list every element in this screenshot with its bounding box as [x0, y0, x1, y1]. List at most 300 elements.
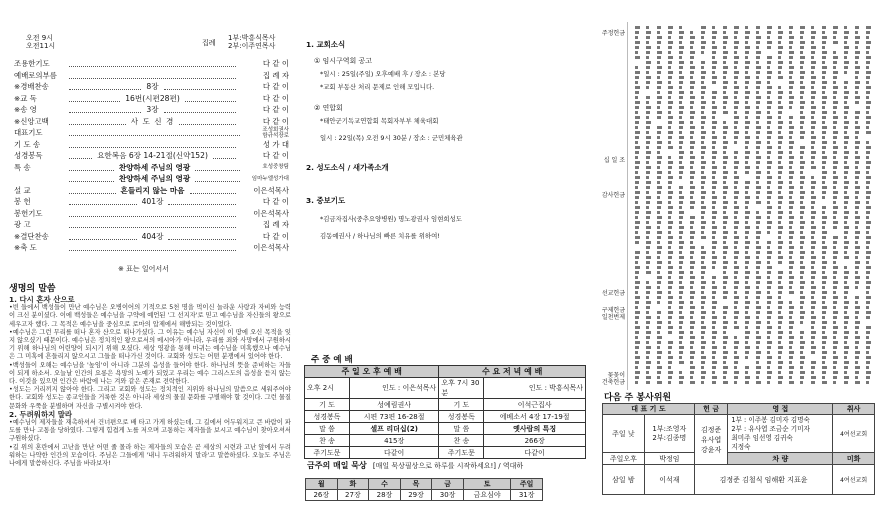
offering-name-glyph — [690, 261, 695, 264]
offering-name-glyph — [844, 31, 849, 34]
offering-name-glyph — [745, 371, 748, 374]
offering-name-glyph — [635, 366, 638, 369]
offering-name-glyph — [712, 61, 717, 64]
offering-name-glyph — [701, 146, 706, 149]
offering-name-glyph — [833, 51, 836, 54]
offering-name-glyph — [767, 146, 772, 149]
offering-name-glyph — [690, 301, 693, 304]
offering-name-glyph — [778, 341, 781, 344]
order-row — [14, 58, 289, 70]
offering-name-glyph — [789, 186, 794, 189]
offering-name-glyph — [712, 351, 716, 354]
offering-name-glyph — [756, 126, 761, 129]
offering-name-glyph — [844, 151, 849, 154]
order-row — [14, 93, 289, 105]
offering-name-glyph — [679, 96, 683, 99]
offering-name-glyph — [855, 96, 860, 99]
offering-name-glyph — [833, 331, 837, 334]
offering-name-glyph — [690, 176, 694, 179]
offering-name-glyph — [789, 266, 793, 269]
offering-name-glyph — [679, 166, 684, 169]
offering-name-glyph — [723, 121, 726, 124]
offering-name-glyph — [668, 61, 672, 64]
leader-dots — [69, 210, 236, 217]
offering-name-glyph — [778, 346, 783, 349]
order-leader: 다 같 이 — [262, 151, 290, 160]
offering-name-glyph — [822, 226, 825, 229]
nw-misc-head: 미화 — [833, 453, 875, 465]
offering-name-glyph — [635, 351, 638, 354]
offering-name-glyph — [866, 106, 870, 109]
offering-name-glyph — [679, 316, 684, 319]
offering-name-glyph — [800, 246, 803, 249]
offering-panel — [597, 22, 877, 392]
offering-name-glyph — [844, 51, 848, 54]
offering-name-glyph — [679, 146, 682, 149]
offering-name-glyph — [668, 41, 673, 44]
offering-name-glyph — [844, 256, 849, 259]
order-label: 봉 헌 — [14, 197, 31, 206]
offering-name-glyph — [690, 186, 695, 189]
offering-name-glyph — [789, 141, 794, 144]
offering-name-glyph — [723, 206, 727, 209]
offering-name-glyph — [844, 36, 848, 39]
weekday-cell: 성예림권사 — [350, 399, 439, 411]
offering-name-glyph — [855, 86, 859, 89]
offering-name-glyph — [646, 376, 651, 379]
offering-name-glyph — [811, 331, 816, 334]
offering-name-glyph — [767, 206, 772, 209]
offering-name-glyph — [745, 161, 748, 164]
offering-name-glyph — [789, 326, 793, 329]
offering-name-glyph — [778, 236, 781, 239]
offering-name-glyph — [745, 26, 748, 29]
offering-name-glyph — [844, 376, 849, 379]
offering-name-glyph — [668, 51, 671, 54]
offering-name-glyph — [745, 281, 748, 284]
offering-name-glyph — [844, 271, 849, 274]
offering-name-glyph — [734, 36, 737, 39]
offering-name-glyph — [822, 96, 827, 99]
offering-name-glyph — [701, 76, 705, 79]
offering-name-glyph — [657, 366, 662, 369]
offering-name-glyph — [767, 196, 771, 199]
offering-name-glyph — [767, 381, 770, 384]
offering-name-glyph — [756, 111, 761, 114]
order-leader: 다 같 이 — [262, 197, 289, 206]
offering-name-glyph — [679, 336, 683, 339]
offering-name-glyph — [844, 146, 847, 149]
leader-dots — [69, 152, 92, 159]
offering-name-glyph — [723, 236, 727, 239]
offering-name-glyph — [690, 156, 695, 159]
offering-name-glyph — [767, 256, 771, 259]
offering-name-glyph — [811, 26, 814, 29]
offering-name-glyph — [855, 126, 860, 129]
offering-name-glyph — [723, 336, 728, 339]
offering-name-glyph — [668, 246, 671, 249]
offering-name-glyph — [679, 36, 683, 39]
offering-name-glyph — [756, 306, 761, 309]
offering-name-glyph — [811, 306, 815, 309]
offering-name-glyph — [833, 316, 837, 319]
leader-dots — [69, 175, 114, 182]
offering-name-glyph — [690, 381, 695, 384]
offering-name-glyph — [822, 81, 827, 84]
offering-name-glyph — [778, 66, 782, 69]
offering-name-glyph — [822, 251, 826, 254]
leader-dots — [69, 244, 236, 251]
offering-name-glyph — [734, 366, 737, 369]
offering-name-glyph — [679, 126, 683, 129]
offering-name-glyph — [635, 76, 639, 79]
offering-name-glyph — [635, 171, 638, 174]
offering-name-glyph — [745, 241, 750, 244]
offering-name-glyph — [734, 41, 739, 44]
offering-name-glyph — [833, 161, 838, 164]
offering-name-glyph — [767, 151, 771, 154]
offering-name-glyph — [800, 216, 803, 219]
offering-name-glyph — [866, 331, 870, 334]
offering-name-glyph — [745, 36, 749, 39]
offering-name-glyph — [635, 376, 639, 379]
offering-name-glyph — [811, 376, 816, 379]
offering-name-glyph — [701, 346, 705, 349]
offering-name-glyph — [756, 131, 760, 134]
next-week-table — [602, 403, 875, 495]
leader-dots — [69, 164, 114, 171]
offering-name-glyph — [866, 116, 871, 119]
offering-name-glyph — [745, 321, 749, 324]
weekday-left-time: 오후 2시 — [305, 378, 350, 399]
offering-name-glyph — [789, 191, 793, 194]
offering-name-glyph — [844, 86, 847, 89]
offering-name-glyph — [800, 316, 804, 319]
offering-name-glyph — [723, 191, 727, 194]
offering-name-glyph — [855, 301, 858, 304]
offering-name-glyph — [855, 251, 859, 254]
offering-name-glyph — [712, 306, 716, 309]
offering-name-glyph — [767, 246, 770, 249]
order-row — [14, 116, 289, 128]
offering-name-glyph — [635, 116, 640, 119]
offering-name-glyph — [811, 181, 816, 184]
offering-name-glyph — [657, 86, 661, 89]
offering-name-glyph — [822, 191, 826, 194]
offering-name-glyph — [822, 351, 827, 354]
offering-name-glyph — [855, 306, 860, 309]
offering-name-glyph — [646, 151, 651, 154]
offering-name-glyph — [833, 31, 837, 34]
offering-name-glyph — [855, 176, 859, 179]
offering-name-glyph — [811, 361, 816, 364]
offering-name-glyph — [646, 31, 651, 34]
day-header: 수 — [369, 479, 401, 490]
offering-name-glyph — [679, 241, 684, 244]
leader-dots — [69, 60, 236, 67]
offering-name-glyph — [679, 106, 684, 109]
offering-name-glyph — [767, 341, 772, 344]
offering-name-glyph — [690, 311, 694, 314]
weekday-cell: 성경봉독 — [305, 411, 350, 423]
offering-name-glyph — [690, 51, 695, 54]
offering-name-glyph — [679, 31, 684, 34]
day-reading: 28장 — [369, 490, 401, 501]
offering-name-glyph — [767, 376, 771, 379]
offering-name-glyph — [833, 36, 836, 39]
offering-name-glyph — [789, 276, 794, 279]
weekday-cell: 266장 — [484, 435, 586, 447]
offering-name-glyph — [646, 211, 651, 214]
offering-name-glyph — [844, 141, 848, 144]
offering-name-glyph — [866, 76, 870, 79]
offering-name-glyph — [778, 161, 781, 164]
offering-name-glyph — [855, 326, 859, 329]
offering-name-glyph — [789, 171, 794, 174]
offering-name-glyph — [811, 316, 816, 319]
offering-name-glyph — [745, 276, 749, 279]
offering-name-glyph — [822, 361, 825, 364]
weekday-table — [304, 365, 586, 459]
offering-name-glyph — [734, 261, 737, 264]
offering-name-glyph — [701, 36, 704, 39]
order-leader: 집 례 자 — [262, 220, 289, 229]
offering-name-glyph — [789, 336, 794, 339]
offering-name-glyph — [734, 241, 738, 244]
offering-name-glyph — [646, 86, 649, 89]
offering-name-glyph — [635, 166, 639, 169]
offering-name-glyph — [723, 126, 728, 129]
offering-name-glyph — [811, 246, 815, 249]
offering-name-glyph — [657, 196, 660, 199]
offering-name-glyph — [712, 76, 717, 79]
offering-name-glyph — [635, 131, 640, 134]
offering-name-glyph — [833, 366, 836, 369]
offering-name-glyph — [668, 326, 673, 329]
offering-name-glyph — [690, 331, 693, 334]
offering-name-glyph — [635, 201, 638, 204]
offering-name-glyph — [811, 191, 814, 194]
offering-name-glyph — [668, 306, 671, 309]
leader-dots — [69, 72, 236, 79]
offering-name-glyph — [844, 286, 849, 289]
offering-name-glyph — [844, 61, 849, 64]
offering-name-glyph — [668, 201, 671, 204]
offering-name-glyph — [822, 31, 825, 34]
offering-name-glyph — [767, 136, 771, 139]
offering-name-glyph — [833, 226, 837, 229]
offering-name-glyph — [866, 381, 869, 384]
weekday-row — [305, 399, 586, 411]
offering-name-glyph — [866, 86, 871, 89]
offering-name-glyph — [690, 271, 693, 274]
nw-r2-c2: 박정임 — [644, 453, 694, 465]
offering-name-glyph — [800, 306, 803, 309]
offering-name-glyph — [756, 246, 761, 249]
offering-name-glyph — [657, 211, 660, 214]
offering-name-glyph — [635, 121, 639, 124]
offering-name-glyph — [789, 286, 792, 289]
offering-name-glyph — [668, 96, 671, 99]
offering-name-glyph — [690, 366, 695, 369]
offering-name-glyph — [635, 281, 640, 284]
offering-name-glyph — [767, 316, 771, 319]
offering-name-glyph — [646, 361, 651, 364]
offering-name-glyph — [734, 326, 739, 329]
weekday-cell: 다같이 — [350, 447, 439, 459]
offering-name-glyph — [833, 111, 836, 114]
offering-name-glyph — [767, 346, 771, 349]
offering-name-glyph — [866, 241, 870, 244]
offering-name-glyph — [690, 251, 694, 254]
offering-name-glyph — [811, 381, 815, 384]
news-heading-1: 1. 교회소식 — [306, 40, 346, 49]
offering-name-glyph — [811, 66, 815, 69]
offering-name-glyph — [866, 166, 870, 169]
offering-name-glyph — [756, 236, 760, 239]
offering-name-glyph — [844, 331, 849, 334]
offering-name-glyph — [778, 131, 781, 134]
offering-name-glyph — [800, 26, 805, 29]
offering-name-glyph — [657, 231, 662, 234]
offering-name-glyph — [767, 186, 770, 189]
offering-name-glyph — [833, 236, 838, 239]
offering-name-glyph — [734, 216, 737, 219]
offering-name-glyph — [811, 151, 816, 154]
offering-name-glyph — [679, 346, 684, 349]
offering-name-glyph — [701, 266, 706, 269]
offering-name-glyph — [745, 186, 749, 189]
offering-name-glyph — [833, 206, 838, 209]
offering-name-glyph — [745, 86, 748, 89]
offering-name-glyph — [866, 236, 871, 239]
offering-name-glyph — [844, 381, 848, 384]
offering-name-glyph — [679, 276, 683, 279]
offering-name-glyph — [745, 56, 748, 59]
offering-name-glyph — [701, 271, 705, 274]
offering-name-glyph — [789, 161, 793, 164]
offering-name-glyph — [833, 376, 837, 379]
offering-name-glyph — [723, 131, 727, 134]
offering-name-glyph — [657, 291, 662, 294]
offering-name-glyph — [701, 141, 704, 144]
offering-name-glyph — [844, 91, 849, 94]
offering-name-glyph — [767, 116, 772, 119]
order-of-worship — [14, 58, 289, 254]
news-1a: ① 임시구역회 공고 — [314, 57, 373, 65]
offering-name-glyph — [668, 221, 673, 224]
offering-name-glyph — [646, 326, 649, 329]
offering-name-glyph — [657, 256, 660, 259]
offering-name-glyph — [855, 76, 858, 79]
offering-name-glyph — [679, 331, 684, 334]
offering-name-glyph — [712, 161, 715, 164]
leader-dots — [69, 233, 137, 240]
offering-name-glyph — [767, 176, 772, 179]
order-row — [14, 139, 289, 151]
offering-name-glyph — [789, 46, 792, 49]
order-leader: 다 같 이 — [262, 231, 289, 241]
offering-name-glyph — [811, 121, 816, 124]
offering-name-glyph — [811, 321, 815, 324]
offering-name-glyph — [646, 206, 649, 209]
offering-name-glyph — [756, 211, 759, 214]
offering-name-glyph — [657, 346, 660, 349]
offering-name-glyph — [800, 36, 803, 39]
offering-name-glyph — [756, 71, 760, 74]
leader-dots — [69, 141, 236, 148]
offering-name-glyph — [767, 126, 770, 129]
offering-name-glyph — [635, 151, 639, 154]
order-row — [14, 231, 289, 243]
offering-name-glyph — [756, 321, 761, 324]
offering-name-glyph — [635, 221, 640, 224]
offering-name-glyph — [789, 311, 793, 314]
offering-name-glyph — [811, 111, 815, 114]
offering-name-glyph — [811, 106, 816, 109]
offering-name-glyph — [822, 221, 826, 224]
offering-name-glyph — [855, 191, 859, 194]
offering-name-glyph — [778, 276, 782, 279]
offering-name-glyph — [778, 311, 781, 314]
offering-name-glyph — [800, 56, 805, 59]
offering-name-glyph — [778, 321, 782, 324]
offering-name-glyph — [712, 221, 715, 224]
offering-name-glyph — [734, 136, 738, 139]
offering-name-glyph — [712, 251, 715, 254]
offering-name-glyph — [866, 156, 869, 159]
sermon-p5: •예수님이 제자들을 재촉하셔서 건너편으로 배 타고 가게 하셨는데, 그 길에서 어두워지고 큰 바람이 파도를 만나 고통을 당하였다. 그렇게 힘겹게 노를 저으며 고통하는 제자들을 보시고 예수님이 찾아오셔서 구원하셨다. — [9, 419, 291, 443]
offering-name-glyph — [789, 41, 793, 44]
offering-name-glyph — [723, 266, 727, 269]
offering-name-glyph — [833, 246, 836, 249]
offering-name-glyph — [833, 26, 838, 29]
offering-name-glyph — [855, 26, 859, 29]
offering-name-glyph — [811, 241, 816, 244]
offering-name-glyph — [734, 226, 738, 229]
offering-name-glyph — [811, 141, 815, 144]
offering-name-glyph — [789, 31, 792, 34]
weekday-cell: 415장 — [350, 435, 439, 447]
order-label: 대표기도 — [14, 128, 43, 137]
offering-name-glyph — [767, 156, 770, 159]
offering-name-glyph — [679, 381, 683, 384]
offering-name-glyph — [679, 91, 684, 94]
daily-title: 금주의 매일 묵상 — [307, 461, 367, 470]
offering-name-glyph — [657, 261, 662, 264]
offering-name-glyph — [668, 81, 671, 84]
offering-name-glyph — [844, 231, 848, 234]
offering-name-glyph — [811, 51, 815, 54]
offering-name-glyph — [778, 271, 783, 274]
offering-name-glyph — [723, 376, 726, 379]
offering-name-glyph — [635, 181, 639, 184]
offering-name-glyph — [734, 181, 738, 184]
offering-name-glyph — [833, 371, 838, 374]
news-heading-2: 2. 성도소식 / 새가족소개 — [306, 163, 389, 172]
offering-name-glyph — [635, 161, 640, 164]
offering-name-glyph — [690, 236, 694, 239]
offering-name-glyph — [657, 281, 661, 284]
offering-name-glyph — [657, 361, 660, 364]
weekday-cell: 다같이 — [484, 447, 586, 459]
nw-offering-names: 김정준 유사엽 강윤자 — [694, 415, 727, 465]
offering-name-glyph — [866, 266, 871, 269]
offering-name-glyph — [745, 181, 750, 184]
offering-name-glyph — [756, 36, 761, 39]
offering-name-glyph — [789, 316, 792, 319]
offering-name-glyph — [679, 201, 683, 204]
